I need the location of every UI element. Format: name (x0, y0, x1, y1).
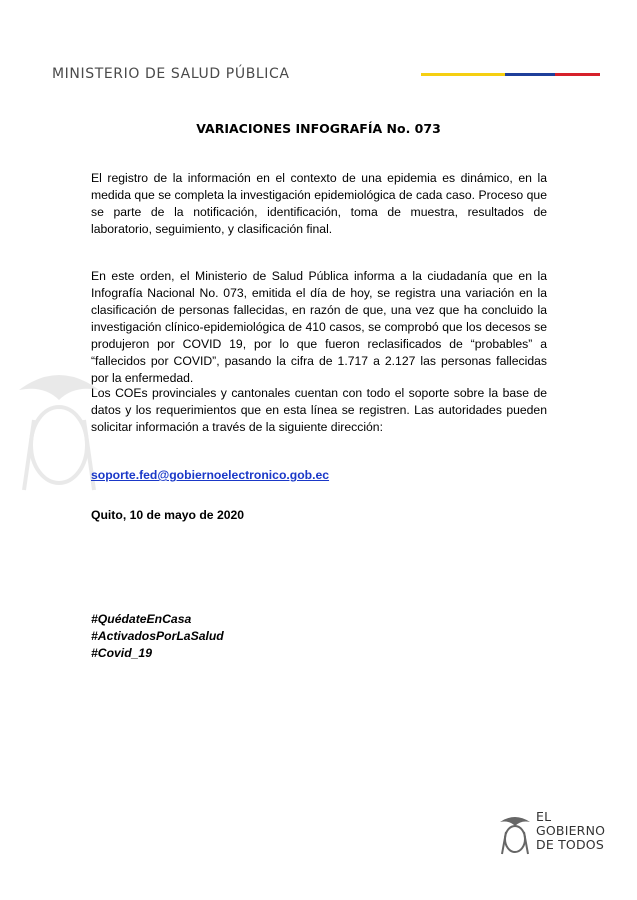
ministry-header: MINISTERIO DE SALUD PÚBLICA (52, 66, 290, 82)
document-date: Quito, 10 de mayo de 2020 (91, 508, 245, 522)
coat-of-arms-icon (498, 812, 532, 856)
government-logo-text (536, 810, 605, 852)
logo-line: EL (536, 809, 552, 824)
hashtag-list (91, 611, 224, 662)
document-title: VARIACIONES INFOGRAFÍA No. 073 (196, 121, 441, 136)
flag-stripe-blue (505, 73, 555, 76)
flag-stripe-yellow (421, 73, 505, 76)
hashtag: #Covid_19 (91, 646, 152, 660)
support-email-link[interactable]: soporte.fed@gobiernoelectronico.gob.ec (91, 468, 330, 482)
hashtag: #ActivadosPorLaSalud (91, 629, 224, 643)
flag-stripe-red (555, 73, 600, 76)
support-paragraph: Los COEs provinciales y cantonales cuentan con todo el soporte sobre la base de datos y los requerimientos que en esta línea se registren. Las autoridades pueden solicitar información a través de la siguiente dirección: (91, 386, 547, 434)
reclassification-paragraph: En este orden, el Ministerio de Salud Pública informa a la ciudadanía que en la Infografía Nacional No. 073, emitida el día de hoy, se registra una variación en la clasificación de personas fallecidas, en razón de que, una vez que ha concluido la investigación clínico-epidemiológica de 410 casos, se comprobó que los decesos se produjeron por COVID 19, por lo que fueron reclasificados de “probables” a “fallecidos por COVID”, pasando la cifra de 1.717 a 2.127 las personas fallecidas por la enfermedad. (91, 269, 547, 385)
intro-paragraph: El registro de la información en el contexto de una epidemia es dinámico, en la medida que se completa la investigación epidemiológica de cada caso. Proceso que se parte de la notificación, identificación, toma de muestra, resultados de laboratorio, seguimiento, y clasificación final. (91, 171, 547, 236)
logo-line: DE TODOS (536, 837, 604, 852)
hashtag: #QuédateEnCasa (91, 612, 192, 626)
logo-line: GOBIERNO (536, 823, 606, 838)
